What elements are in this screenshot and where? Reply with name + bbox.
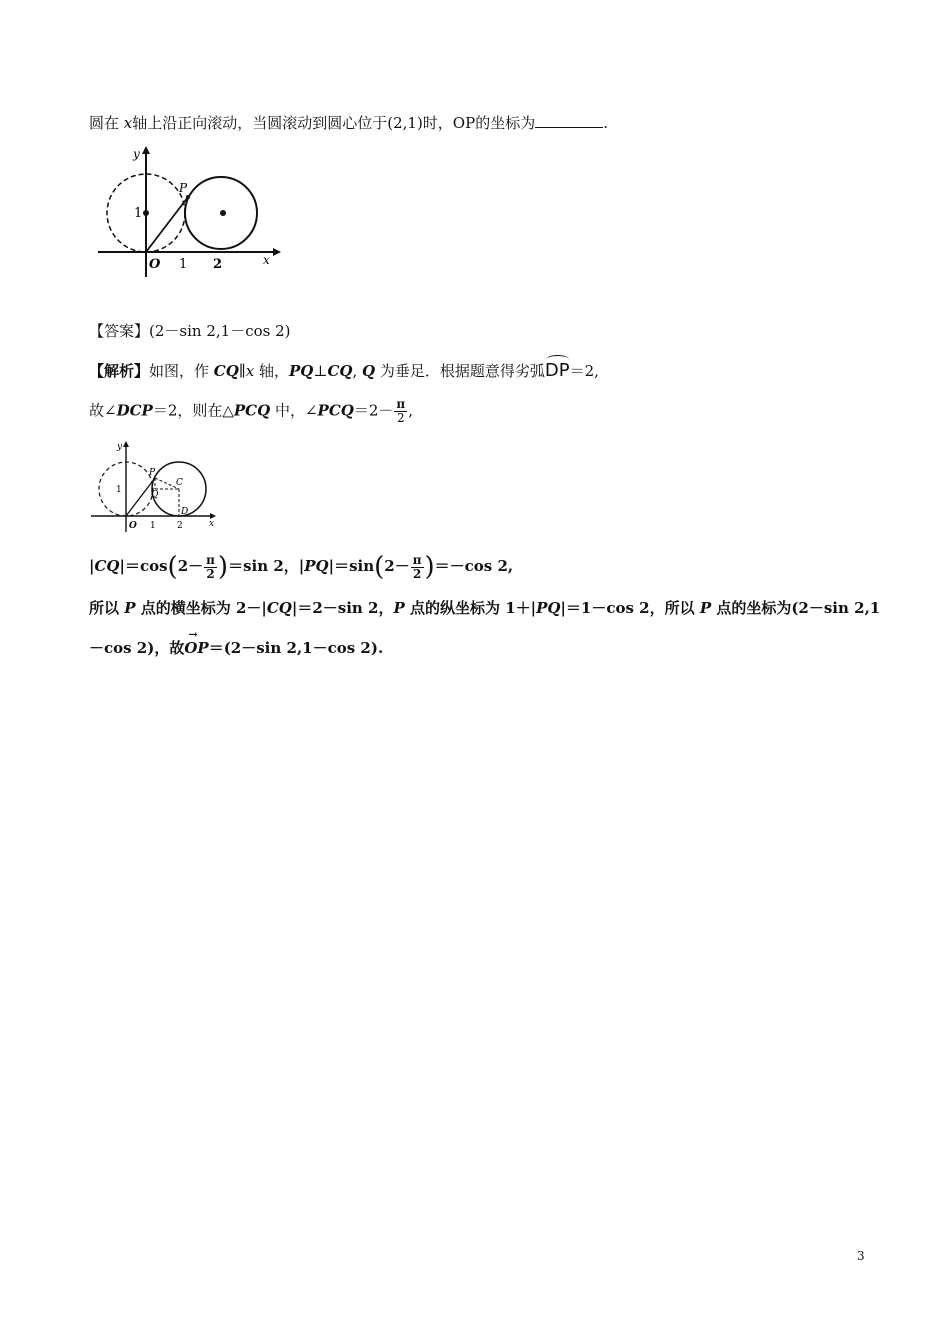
analysis-text: 轴， bbox=[254, 362, 289, 380]
page-number: 3 bbox=[857, 1249, 865, 1263]
y-axis-arrow bbox=[142, 146, 150, 154]
answer-blank bbox=[535, 113, 603, 128]
analysis-text: , bbox=[352, 362, 363, 380]
vector-op: OP → bbox=[184, 639, 208, 657]
formula-text: |＝sin bbox=[328, 557, 375, 575]
analysis-text: ＝2，则在△ bbox=[152, 401, 234, 420]
analysis-label: 【解析】 bbox=[89, 362, 150, 380]
var-pq: PQ bbox=[304, 557, 329, 575]
question-part2: 轴上沿正向滚动，当圆滚动到圆心位于(2,1)时，OP的坐标为 bbox=[132, 114, 536, 132]
fig2-label-p: P bbox=[149, 468, 156, 478]
question-text bbox=[89, 112, 608, 133]
conclusion-text: ＝(2－sin 2,1－cos 2). bbox=[208, 639, 384, 657]
fig1-label-two-x: 2 bbox=[213, 257, 223, 272]
analysis-text: ＝2－ bbox=[353, 401, 394, 420]
formula-text: |＝cos bbox=[119, 557, 168, 575]
fig2-label-x: x bbox=[209, 519, 215, 529]
question-part3: . bbox=[603, 114, 608, 132]
segment-op bbox=[146, 197, 188, 252]
right-paren: ) bbox=[217, 552, 229, 582]
formula-line bbox=[89, 552, 513, 582]
var-cq: CQ bbox=[266, 599, 292, 617]
initial-center bbox=[143, 210, 149, 216]
conclusion-text: |＝2－sin 2， bbox=[291, 599, 394, 617]
analysis-text: , bbox=[408, 401, 413, 420]
fraction-pi-over-2 bbox=[411, 554, 424, 581]
left-paren: ( bbox=[374, 552, 385, 582]
var-cq: CQ bbox=[213, 362, 239, 380]
formula-text: ＝－cos 2, bbox=[434, 557, 514, 575]
var-x: x bbox=[245, 362, 255, 380]
var-pcq: PCQ bbox=[233, 401, 271, 420]
fig2-label-d: D bbox=[181, 507, 189, 517]
fig2-label-two-x: 2 bbox=[177, 521, 183, 531]
left-paren: ( bbox=[167, 552, 178, 582]
formula-text: ＝sin 2，| bbox=[228, 557, 305, 575]
var-dcp: DCP bbox=[116, 401, 153, 420]
conclusion-line-1 bbox=[89, 597, 880, 618]
answer-label: 【答案】 bbox=[89, 322, 150, 340]
var-pq: PQ bbox=[536, 599, 561, 617]
y-axis-arrow bbox=[123, 441, 129, 447]
fig2-label-one-y: 1 bbox=[116, 485, 122, 495]
analysis-text: 为垂足．根据题意得劣弧 bbox=[375, 362, 545, 380]
var-pcq: PCQ bbox=[317, 401, 354, 420]
fig2-label-o: O bbox=[129, 521, 137, 531]
conclusion-text: |＝1－cos 2，所以 bbox=[560, 599, 700, 617]
var-cq: CQ bbox=[94, 557, 120, 575]
frac-numerator: π bbox=[396, 397, 406, 411]
figure-analysis bbox=[89, 438, 224, 534]
formula-text: 2－ bbox=[177, 557, 204, 575]
conclusion-text: 点的横坐标为 2－| bbox=[135, 599, 267, 617]
formula-text: 2－ bbox=[384, 557, 410, 575]
frac-denominator: 2 bbox=[206, 566, 215, 581]
arc-dp: DP bbox=[544, 360, 570, 381]
var-pq: PQ bbox=[289, 362, 314, 380]
rolled-circle-center bbox=[220, 210, 226, 216]
fig1-label-x: x bbox=[263, 253, 270, 267]
fraction-pi-over-2 bbox=[204, 554, 217, 581]
conclusion-text: 点的坐标为(2－sin 2,1 bbox=[711, 599, 881, 617]
fig1-label-p: P bbox=[179, 181, 188, 195]
analysis-text: 故∠ bbox=[89, 401, 117, 420]
analysis-text: 如图，作 bbox=[149, 362, 214, 380]
var-p: P bbox=[393, 599, 405, 617]
frac-denominator: 2 bbox=[396, 411, 405, 425]
analysis-line-1 bbox=[89, 360, 599, 381]
conclusion-text: 点的纵坐标为 1＋| bbox=[404, 599, 537, 617]
conclusion-text: 所以 bbox=[89, 599, 125, 617]
conclusion-text: －cos 2)，故 bbox=[89, 639, 185, 657]
fig1-label-one-y: 1 bbox=[134, 206, 143, 221]
frac-numerator: π bbox=[412, 552, 422, 567]
var-p: P bbox=[124, 599, 136, 617]
x-axis-arrow bbox=[273, 248, 281, 256]
frac-denominator: 2 bbox=[412, 566, 422, 581]
answer-value: (2－sin 2,1－cos 2) bbox=[149, 322, 291, 340]
answer-line bbox=[89, 320, 290, 341]
fig1-label-o: O bbox=[149, 257, 161, 272]
figure-rolling-circle bbox=[95, 140, 295, 282]
var-q: Q bbox=[362, 362, 376, 380]
conclusion-line-2 bbox=[89, 637, 383, 658]
var-p: P bbox=[699, 599, 712, 617]
point-p bbox=[186, 195, 190, 199]
fig2-label-c: C bbox=[176, 478, 183, 488]
fig1-label-one-x: 1 bbox=[179, 257, 188, 272]
analysis-line-2 bbox=[89, 398, 413, 425]
fig2-label-one-x: 1 bbox=[150, 521, 156, 531]
question-part1: 圆在 bbox=[89, 114, 124, 132]
analysis-text: ＝2, bbox=[569, 362, 599, 380]
fig1-label-y: y bbox=[133, 147, 140, 161]
question-var-x: x bbox=[123, 114, 133, 132]
perp-symbol: ⊥ bbox=[313, 362, 328, 380]
parallel-symbol: ∥ bbox=[238, 362, 246, 380]
fig2-label-q: Q bbox=[151, 490, 159, 500]
analysis-text: 中，∠ bbox=[270, 401, 318, 420]
fig2-label-y: y bbox=[117, 442, 123, 452]
var-cq: CQ bbox=[327, 362, 353, 380]
right-paren: ) bbox=[424, 552, 435, 582]
fraction-pi-over-2 bbox=[394, 398, 407, 425]
formula-text: | bbox=[89, 557, 95, 575]
frac-numerator: π bbox=[206, 552, 215, 567]
